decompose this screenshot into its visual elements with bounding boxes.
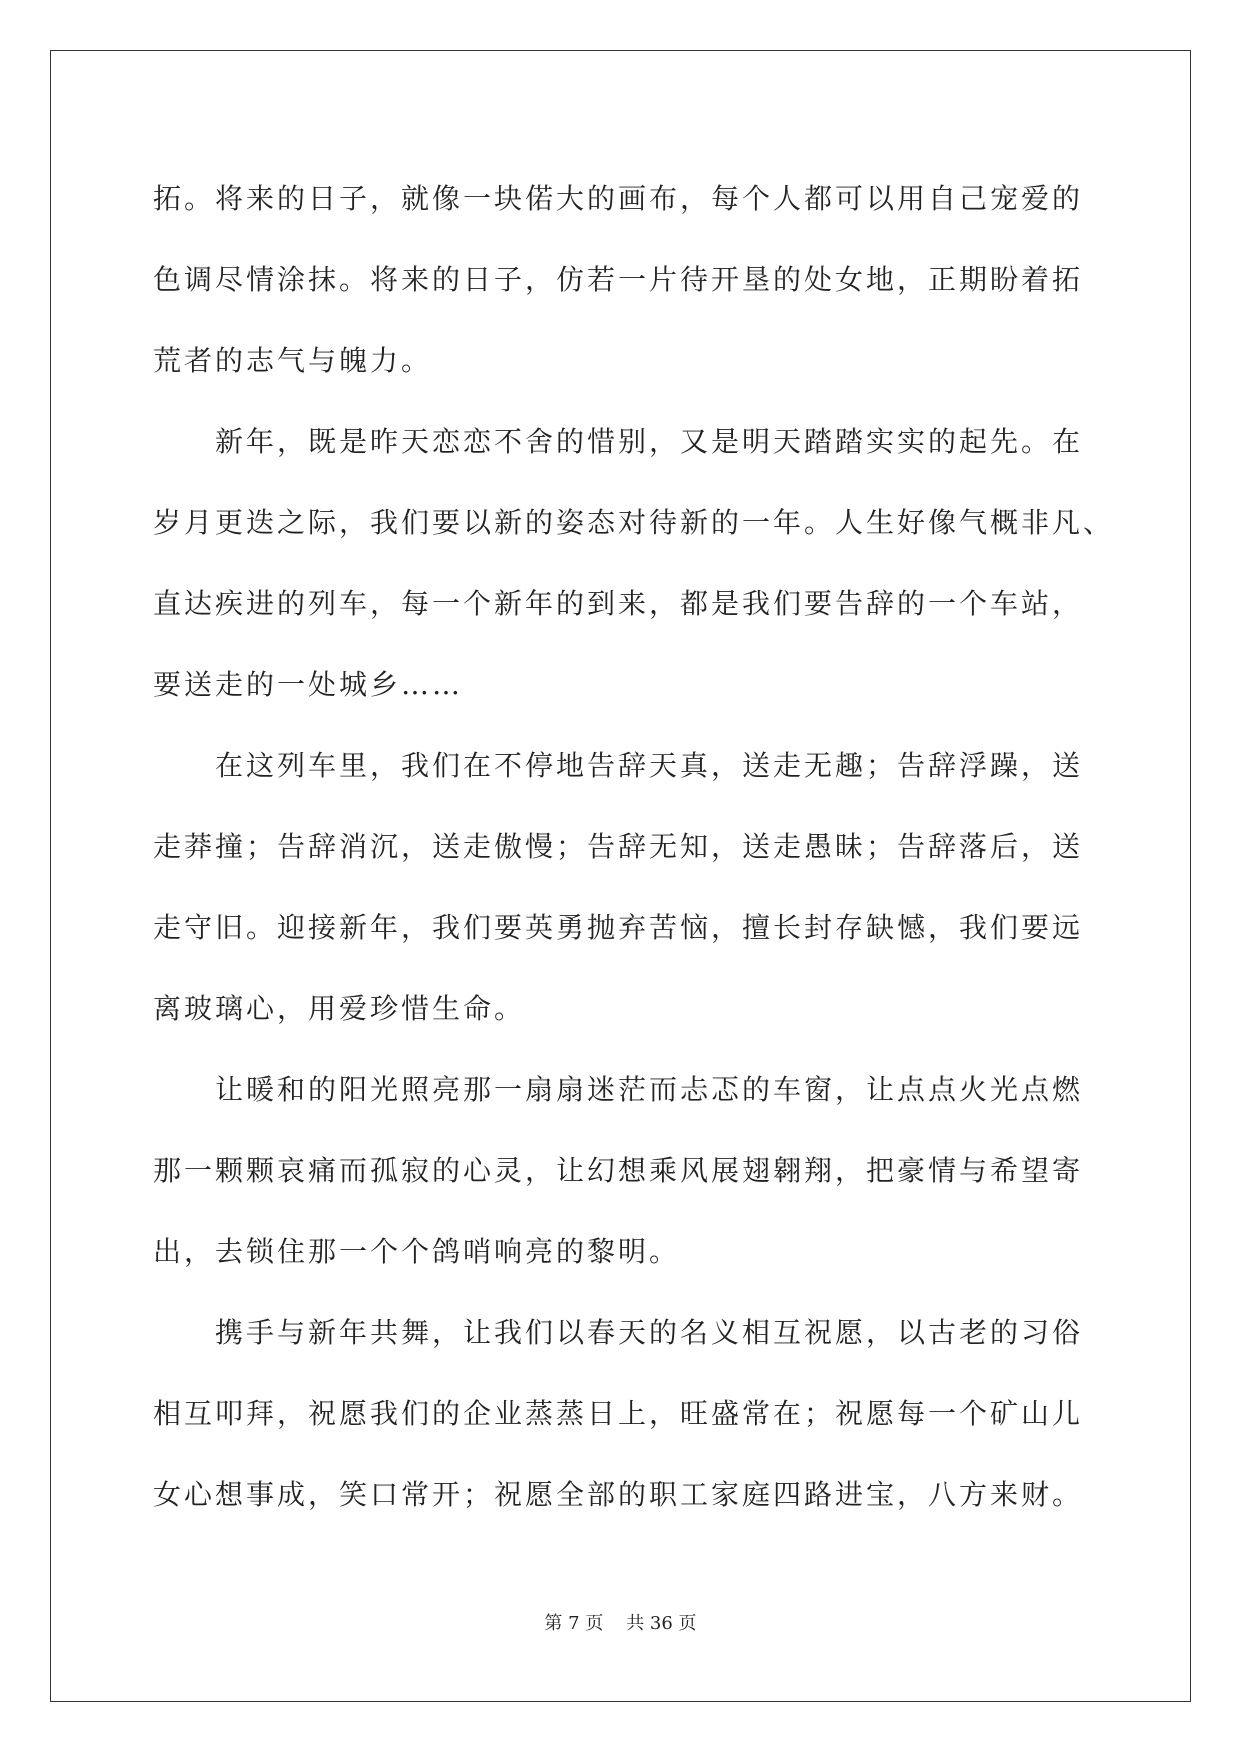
text-line-6: 直达疾进的列车，每一个新年的到来，都是我们要告辞的一个车站，: [153, 587, 1084, 620]
text-line-10: 走守旧。迎接新年，我们要英勇抛弃苦恼，擅长封存缺憾，我们要远: [153, 911, 1084, 944]
text-line-13: 那一颗颗哀痛而孤寂的心灵，让幻想乘风展翅翱翔，把豪情与希望寄: [153, 1154, 1084, 1187]
text-line-3: 荒者的志气与魄力。: [153, 344, 433, 377]
text-line-4: 新年，既是昨天恋恋不舍的惜别，又是明天踏踏实实的起先。在: [215, 425, 1084, 458]
text-line-16: 相互叩拜，祝愿我们的企业蒸蒸日上，旺盛常在；祝愿每一个矿山儿: [153, 1397, 1084, 1430]
page-number-footer: 第 7 页 共 36 页: [544, 1613, 697, 1634]
text-line-1: 拓。将来的日子，就像一块偌大的画布，每个人都可以用自己宠爱的: [153, 182, 1084, 215]
text-line-11: 离玻璃心，用爱珍惜生命。: [153, 992, 526, 1025]
text-line-12: 让暖和的阳光照亮那一扇扇迷茫而忐忑的车窗，让点点火光点燃: [215, 1073, 1084, 1106]
text-line-15: 携手与新年共舞，让我们以春天的名义相互祝愿，以古老的习俗: [215, 1316, 1084, 1349]
text-line-14: 出，去锁住那一个个鸽哨响亮的黎明。: [153, 1235, 681, 1268]
document-body: [153, 158, 1115, 1535]
text-line-5: 岁月更迭之际，我们要以新的姿态对待新的一年。人生好像气概非凡、: [153, 506, 1115, 539]
text-line-7: 要送走的一处城乡……: [153, 668, 464, 701]
text-line-17: 女心想事成，笑口常开；祝愿全部的职工家庭四路进宝，八方来财。: [153, 1478, 1084, 1511]
text-line-2: 色调尽情涂抹。将来的日子，仿若一片待开垦的处女地，正期盼着拓: [153, 263, 1084, 296]
text-line-8: 在这列车里，我们在不停地告辞天真，送走无趣；告辞浮躁，送: [215, 749, 1084, 782]
text-line-9: 走莽撞；告辞消沉，送走傲慢；告辞无知，送走愚昧；告辞落后，送: [153, 830, 1084, 863]
